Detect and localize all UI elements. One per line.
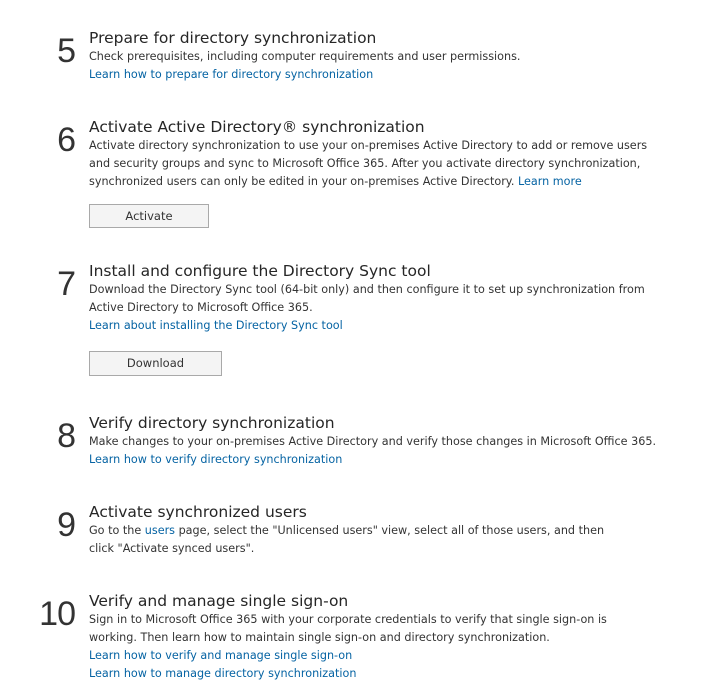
step-number: 6 (57, 121, 75, 159)
step-title: Prepare for directory synchronization (89, 29, 377, 47)
users-page-link[interactable]: users (144, 524, 176, 537)
step-content (89, 591, 689, 683)
step-number: 9 (57, 506, 75, 544)
step-description: Download the Directory Sync tool (64-bit only) and then configure it to set up synchronization from Active Directory to Microsoft Office 365. (89, 283, 645, 314)
step-number: 5 (57, 32, 75, 70)
step-number: 10 (39, 595, 75, 633)
verify-sync-link[interactable]: Learn how to verify directory synchronization (89, 453, 343, 466)
step-content (89, 413, 689, 469)
step-title: Activate synchronized users (89, 503, 307, 521)
learn-more-link[interactable]: Learn more (517, 175, 582, 188)
step-content (89, 28, 689, 84)
download-button[interactable]: Download (89, 351, 222, 376)
step-title: Install and configure the Directory Sync tool (89, 262, 431, 280)
step-description (89, 522, 629, 558)
step-description-text: Activate directory synchronization to use your on-premises Active Directory to add or remove users and security groups and sync to Microsoft Office 365. After you activate directory synchronization, synchronized users can only be edited in your on-premises Active Directory. (89, 139, 648, 188)
step-number: 8 (57, 417, 75, 455)
step-content (89, 261, 689, 370)
step-content (89, 117, 689, 223)
prepare-sync-link[interactable]: Learn how to prepare for directory synchronization (89, 68, 374, 81)
step-description: Check prerequisites, including computer requirements and user permissions. (89, 50, 521, 63)
step-description-text: page, select the "Unlicensed users" view, select all of those users, and then click "Activate synced users". (89, 524, 605, 555)
step-title: Activate Active Directory® synchronization (89, 118, 425, 136)
step-description: Sign in to Microsoft Office 365 with your corporate credentials to verify that single sign-on is working. Then learn how to maintain single sign-on and directory synchronization. (89, 613, 607, 644)
step-description-text: Go to the (89, 524, 142, 537)
step-title: Verify and manage single sign-on (89, 592, 349, 610)
verify-sso-link[interactable]: Learn how to verify and manage single sign-on (89, 649, 353, 662)
manage-sync-link[interactable]: Learn how to manage directory synchronization (89, 667, 357, 680)
step-content (89, 502, 689, 558)
install-sync-tool-link[interactable]: Learn about installing the Directory Sync tool (89, 319, 343, 332)
step-number: 7 (57, 265, 75, 303)
step-title: Verify directory synchronization (89, 414, 335, 432)
activate-button[interactable]: Activate (89, 204, 209, 228)
step-description (89, 137, 659, 191)
step-description: Make changes to your on-premises Active Directory and verify those changes in Microsoft Office 365. (89, 435, 656, 448)
